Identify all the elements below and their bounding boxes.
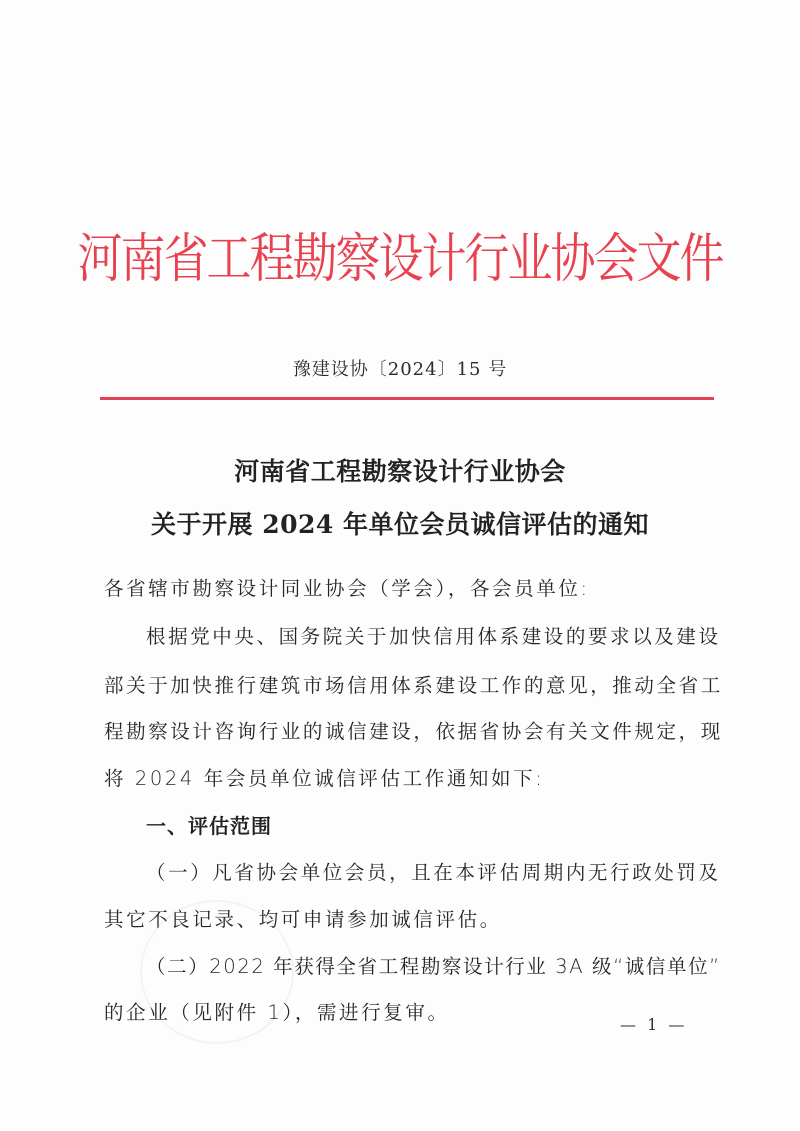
intro-line: 根据党中央、国务院关于加快信用体系建设的要求以及建设 bbox=[146, 625, 721, 648]
notice-title-line2: 关于开展 2024 年单位会员诚信评估的通知 bbox=[151, 510, 649, 539]
section-heading-scope: 一、评估范围 bbox=[146, 814, 272, 838]
item2-line: （二）2022 年获得全省工程勘察设计行业 3A 级“诚信单位” bbox=[146, 955, 721, 978]
document-number: 豫建设协〔2024〕15 号 bbox=[292, 359, 508, 380]
page-number: — 1 — bbox=[620, 1015, 688, 1034]
item2-line: 的企业（见附件 1），需进行复审。 bbox=[104, 1001, 450, 1024]
item1-line: （一）凡省协会单位会员，且在本评估周期内无行政处罚及 bbox=[146, 861, 721, 884]
salutation: 各省辖市勘察设计同业协会（学会），各会员单位: bbox=[104, 577, 590, 600]
notice-title-line1: 河南省工程勘察设计行业协会 bbox=[234, 457, 566, 486]
intro-line: 将 2024 年会员单位诚信评估工作通知如下: bbox=[104, 767, 545, 790]
intro-line: 部关于加快推行建筑市场信用体系建设工作的意见，推动全省工 bbox=[104, 674, 723, 697]
item1-line: 其它不良记录、均可申请参加诚信评估。 bbox=[104, 908, 502, 931]
masthead-title: 河南省工程勘察设计行业协会文件 bbox=[77, 227, 723, 290]
intro-line: 程勘察设计咨询行业的诚信建设，依据省协会有关文件规定，现 bbox=[104, 720, 723, 743]
red-divider-rule bbox=[100, 397, 714, 400]
